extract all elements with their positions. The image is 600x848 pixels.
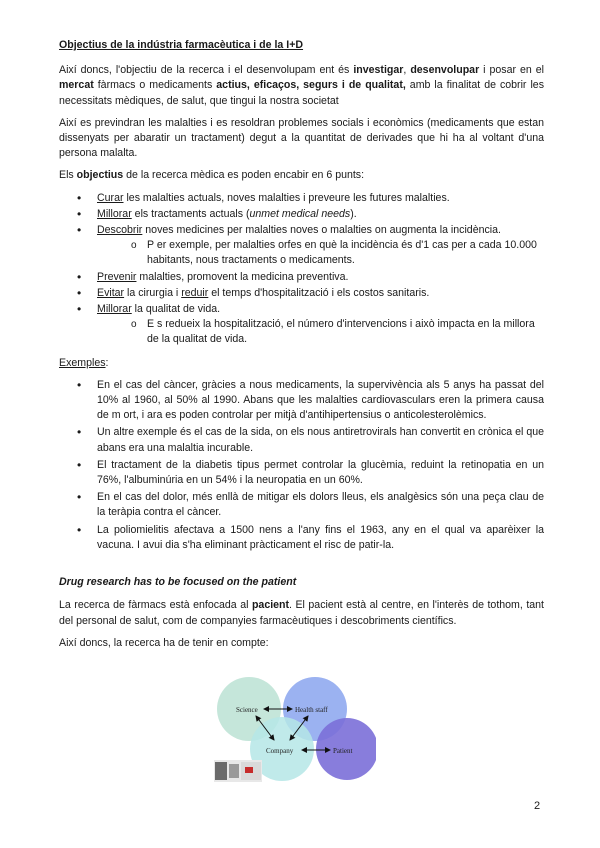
text-underlined: Descobrir bbox=[97, 224, 143, 237]
sub-list bbox=[131, 317, 544, 347]
section2-title: Drug research has to be focused on the patient bbox=[59, 576, 297, 589]
text-underlined: Curar bbox=[97, 191, 124, 204]
text-underlined: Millorar bbox=[97, 207, 132, 220]
paragraph-consider: Així doncs, la recerca ha de tenir en compte: bbox=[59, 636, 269, 649]
text-underlined: Exemples bbox=[59, 356, 106, 369]
text: . El pacient està al centre, en l'interès de tothom, tant del personal de salut, com de companyies farmacèutiques i descobriments científics. bbox=[59, 599, 544, 627]
text: i posar en el bbox=[479, 64, 545, 77]
list-item bbox=[59, 207, 544, 222]
text: Així doncs, l'objectiu de la recerca i el desenvolupam ent és bbox=[59, 64, 354, 77]
text: La recerca de fàrmacs està enfocada al bbox=[59, 599, 252, 612]
text: la qualitat de vida. bbox=[131, 303, 221, 316]
list-item bbox=[59, 270, 544, 285]
label-science: Science bbox=[236, 706, 258, 714]
list-item bbox=[59, 286, 544, 301]
objectives-list bbox=[59, 191, 544, 348]
text: ). bbox=[350, 207, 357, 220]
label-patient: Patient bbox=[333, 747, 353, 755]
text: les malalties actuals, noves malalties i preveure les futures malalties. bbox=[123, 191, 450, 204]
text: , bbox=[403, 64, 411, 77]
text-underlined: Evitar bbox=[97, 286, 125, 299]
text: de la recerca mèdica es poden encabir en 6 punts: bbox=[123, 169, 365, 182]
text: noves medicines per malalties noves o malalties on augmenta la incidència. bbox=[142, 224, 501, 237]
text-bold: pacient bbox=[251, 599, 290, 612]
text-underlined: reduir bbox=[181, 286, 209, 299]
list-item: • La poliomielitis afectava a 1500 nens a l'any fins el 1963, any en el qual va aparèixer la vacuna. I avui dia s'ha eliminant pràcticament el risc de patir-la. bbox=[59, 523, 544, 553]
text: els tractaments actuals ( bbox=[131, 207, 250, 220]
page-number: 2 bbox=[534, 800, 541, 812]
list-item: • El tractament de la diabetis tipus permet controlar la glucèmia, reduint la retinopatia en un 76%, l'albuminúria en un 54% i la neuropatia en un 60%. bbox=[59, 458, 544, 488]
text-underlined: Prevenir bbox=[97, 270, 137, 283]
text: : bbox=[105, 356, 109, 369]
photo-thumbnail bbox=[214, 760, 262, 782]
paragraph-patient bbox=[59, 598, 544, 628]
text-bold: objectius bbox=[76, 169, 124, 182]
list-item: • Un altre exemple és el cas de la sida, on els nous antiretrovirals han convertit en crònica el que abans era una malaltia incurable. bbox=[59, 425, 544, 455]
text: malalties, promovent la medicina preventiva. bbox=[136, 270, 349, 283]
list-item bbox=[59, 223, 544, 269]
text: el temps d'hospitalització i els costos sanitaris. bbox=[208, 286, 430, 299]
examples-heading bbox=[59, 356, 544, 371]
sub-list-item: o P er exemple, per malalties orfes en què la incidència és d'1 cas per a cada 10.000 habitants, nous tractaments o medicaments. bbox=[131, 238, 544, 268]
sub-list bbox=[131, 238, 544, 268]
label-company: Company bbox=[266, 747, 294, 755]
list-item: • En el cas del dolor, més enllà de mitigar els dolors lleus, els analgèsics són una peça clau de la teràpia contra el càncer. bbox=[59, 490, 544, 520]
text-bold: actius, eficaços, segurs i de qualitat, bbox=[216, 79, 406, 92]
text: amb la finalitat de cobrir les necessitats mèdiques, de salut, que tingui la nostra societat bbox=[59, 79, 544, 107]
paragraph-prevention: Així es previndran les malalties i es resoldran problemes socials i econòmics (medicaments que estan dissenyats per abaratir un tractament) degut a la quantitat de derivades que hi ha al voltant d'una persona malalta. bbox=[59, 116, 544, 160]
list-item: • En el cas del càncer, gràcies a nous medicaments, la supervivència als 5 anys ha passat del 10% al 1960, al 50% al 1990. Abans que les malalties cardiovasculars eren la primera causa de m ort, i ara es poden controlar per mitjà d'antihipertensius o anticolesterolèmics. bbox=[59, 378, 544, 424]
text-bold: desenvolupar bbox=[410, 64, 480, 77]
text: fàrmacs o medicaments bbox=[93, 79, 217, 92]
text-bold: investigar bbox=[353, 64, 404, 77]
label-health-staff: Health staff bbox=[295, 706, 328, 714]
section-title: Objectius de la indústria farmacèutica i de la I+D bbox=[59, 39, 304, 51]
text-italic: unmet medical needs bbox=[249, 207, 351, 220]
text: Els bbox=[59, 169, 77, 182]
text-bold: mercat bbox=[59, 79, 94, 92]
list-item bbox=[59, 191, 544, 206]
examples-list bbox=[59, 378, 544, 553]
sub-list-item: o E s redueix la hospitalització, el número d'intervencions i això impacta en la millora de la qualitat de vida. bbox=[131, 317, 544, 347]
paragraph-objectives-intro bbox=[59, 168, 544, 183]
text-underlined: Millorar bbox=[97, 303, 132, 316]
paragraph-intro bbox=[59, 63, 544, 109]
list-item bbox=[59, 302, 544, 348]
text: la cirurgia i bbox=[124, 286, 182, 299]
document-page bbox=[59, 38, 544, 658]
